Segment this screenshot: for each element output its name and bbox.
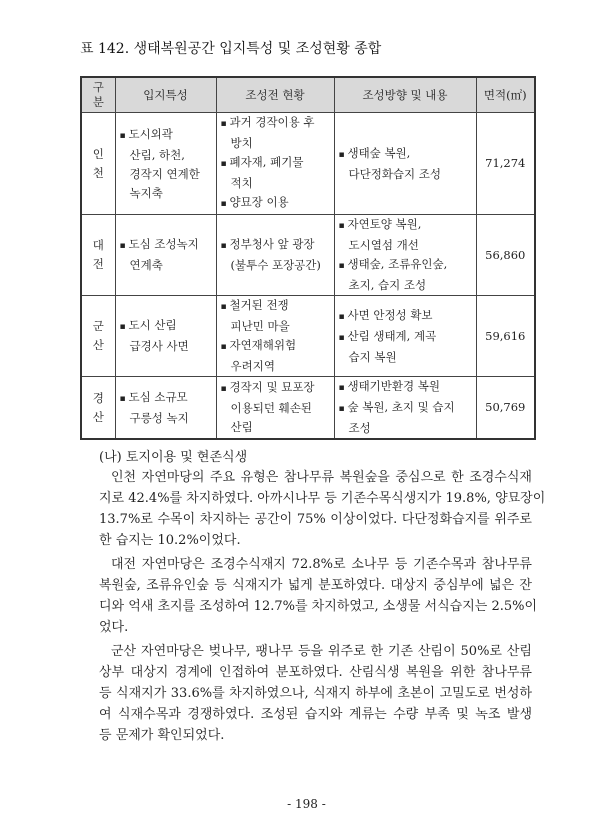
header-before: 조성전 현황 bbox=[216, 77, 334, 113]
text-line: 상부 대상지 경계에 인접하여 분포하였다. 산림식생 복원을 위한 참나무류 bbox=[99, 665, 532, 680]
plan-cell bbox=[334, 296, 476, 377]
bullet-item: ▪ 폐자재, 폐기물 적치 bbox=[221, 153, 330, 193]
region-cell: 경 산 bbox=[81, 377, 115, 440]
bullet-item: ▪ 도심 소규모 구릉성 녹지 bbox=[120, 388, 212, 428]
paragraph bbox=[99, 467, 546, 551]
bullet-item: ▪ 생태숲, 조류유인숲, 초지, 습지 조성 bbox=[339, 255, 472, 295]
site-cell bbox=[115, 113, 216, 215]
header-site: 입지특성 bbox=[115, 77, 216, 113]
text-line: 지로 42.4%를 차지하였다. 아까시나무 등 기존수목식생지가 19.8%, 양묘장이 bbox=[99, 491, 546, 506]
bullet-item: ▪ 숲 복원, 초지 및 습지 조성 bbox=[339, 398, 472, 438]
site-cell bbox=[115, 296, 216, 377]
bullet-item: ▪ 생태기반환경 복원 bbox=[339, 377, 472, 398]
text-line: 한 습지는 10.2%이었다. bbox=[99, 533, 241, 548]
table-row bbox=[81, 377, 535, 440]
bullet-item: ▪ 산림 생태계, 계곡 습지 복원 bbox=[339, 327, 472, 367]
text-line: 디와 억새 초지를 조성하여 12.7%를 차지하였고, 소생물 서식습지는 2.5%이 bbox=[99, 599, 538, 614]
plan-cell bbox=[334, 113, 476, 215]
bullet-item: ▪ 양묘장 이용 bbox=[221, 193, 330, 214]
region-cell: 대 전 bbox=[81, 215, 115, 296]
text-line: 등 식재지가 33.6%를 차지하였으나, 식재지 하부에 초본이 고밀도로 번성하 bbox=[99, 686, 532, 701]
bullet-item: ▪ 도시외곽 산림, 하천, 경작지 연계한 녹지축 bbox=[120, 125, 212, 203]
text-line: 군산 자연마당은 벚나무, 팽나무 등을 위주로 한 기존 산림이 50%로 산림 bbox=[111, 644, 532, 659]
table-header-row bbox=[81, 77, 535, 113]
region-cell: 군 산 bbox=[81, 296, 115, 377]
site-cell bbox=[115, 377, 216, 440]
text-line: 복원숲, 조류유인숲 등 식재지가 넓게 분포하였다. 대상지 중심부에 넓은 잔 bbox=[99, 578, 532, 593]
body-text bbox=[99, 467, 546, 749]
bullet-item: ▪ 철거된 전쟁 피난민 마을 bbox=[221, 296, 330, 336]
bullet-item: ▪ 과거 경작이용 후 방치 bbox=[221, 113, 330, 153]
plan-cell bbox=[334, 215, 476, 296]
site-summary-table bbox=[80, 76, 536, 440]
area-cell: 50,769 bbox=[476, 377, 535, 440]
site-cell bbox=[115, 215, 216, 296]
table-row bbox=[81, 113, 535, 215]
table-row bbox=[81, 296, 535, 377]
text-line: 등 문제가 확인되었다. bbox=[99, 728, 225, 743]
before-cell bbox=[216, 377, 334, 440]
region-cell: 인 천 bbox=[81, 113, 115, 215]
text-line: 대전 자연마당은 조경수식재지 72.8%로 소나무 등 기존수목과 참나무류 bbox=[111, 557, 532, 572]
text-line: 인천 자연마당의 주요 유형은 참나무류 복원숲을 중심으로 한 조경수식재 bbox=[111, 470, 532, 485]
bullet-item: ▪ 자연재해위험 우려지역 bbox=[221, 336, 330, 376]
bullet-item: ▪ 생태숲 복원, 다단정화습지 조성 bbox=[339, 144, 472, 184]
text-line: 었다. bbox=[99, 620, 129, 635]
before-cell bbox=[216, 215, 334, 296]
bullet-item: ▪ 정부청사 앞 광장 (불투수 포장공간) bbox=[221, 235, 330, 275]
text-line: 13.7%로 수목이 차지하는 공간이 75% 이상이었다. 다단정화습지를 위주로 bbox=[99, 512, 532, 527]
table-row bbox=[81, 215, 535, 296]
header-plan: 조성방향 및 내용 bbox=[334, 77, 476, 113]
before-cell bbox=[216, 296, 334, 377]
bullet-item: ▪ 도심 조성녹지 연계축 bbox=[120, 235, 212, 275]
paragraph bbox=[99, 641, 532, 746]
table-caption: 표 142. 생태복원공간 입지특성 및 조성현황 종합 bbox=[80, 41, 382, 57]
area-cell: 56,860 bbox=[476, 215, 535, 296]
paragraph bbox=[99, 554, 538, 638]
bullet-item: ▪ 자연토양 복원, 도시열섬 개선 bbox=[339, 215, 472, 255]
bullet-item: ▪ 사면 안정성 확보 bbox=[339, 306, 472, 327]
bullet-item: ▪ 도시 산림 급경사 사면 bbox=[120, 316, 212, 356]
text-line: 여 식재수목과 경쟁하였다. 조성된 습지와 계류는 수량 부족 및 녹조 발생 bbox=[99, 707, 532, 722]
area-cell: 71,274 bbox=[476, 113, 535, 215]
page-number: - 198 - bbox=[287, 797, 326, 811]
header-area: 면적(㎡) bbox=[476, 77, 535, 113]
before-cell bbox=[216, 113, 334, 215]
section-heading: (나) 토지이용 및 현존식생 bbox=[99, 450, 248, 465]
bullet-item: ▪ 경작지 및 묘포장 이용되던 훼손된 산림 bbox=[221, 378, 330, 437]
area-cell: 59,616 bbox=[476, 296, 535, 377]
header-region: 구 분 bbox=[81, 77, 115, 113]
plan-cell bbox=[334, 377, 476, 440]
